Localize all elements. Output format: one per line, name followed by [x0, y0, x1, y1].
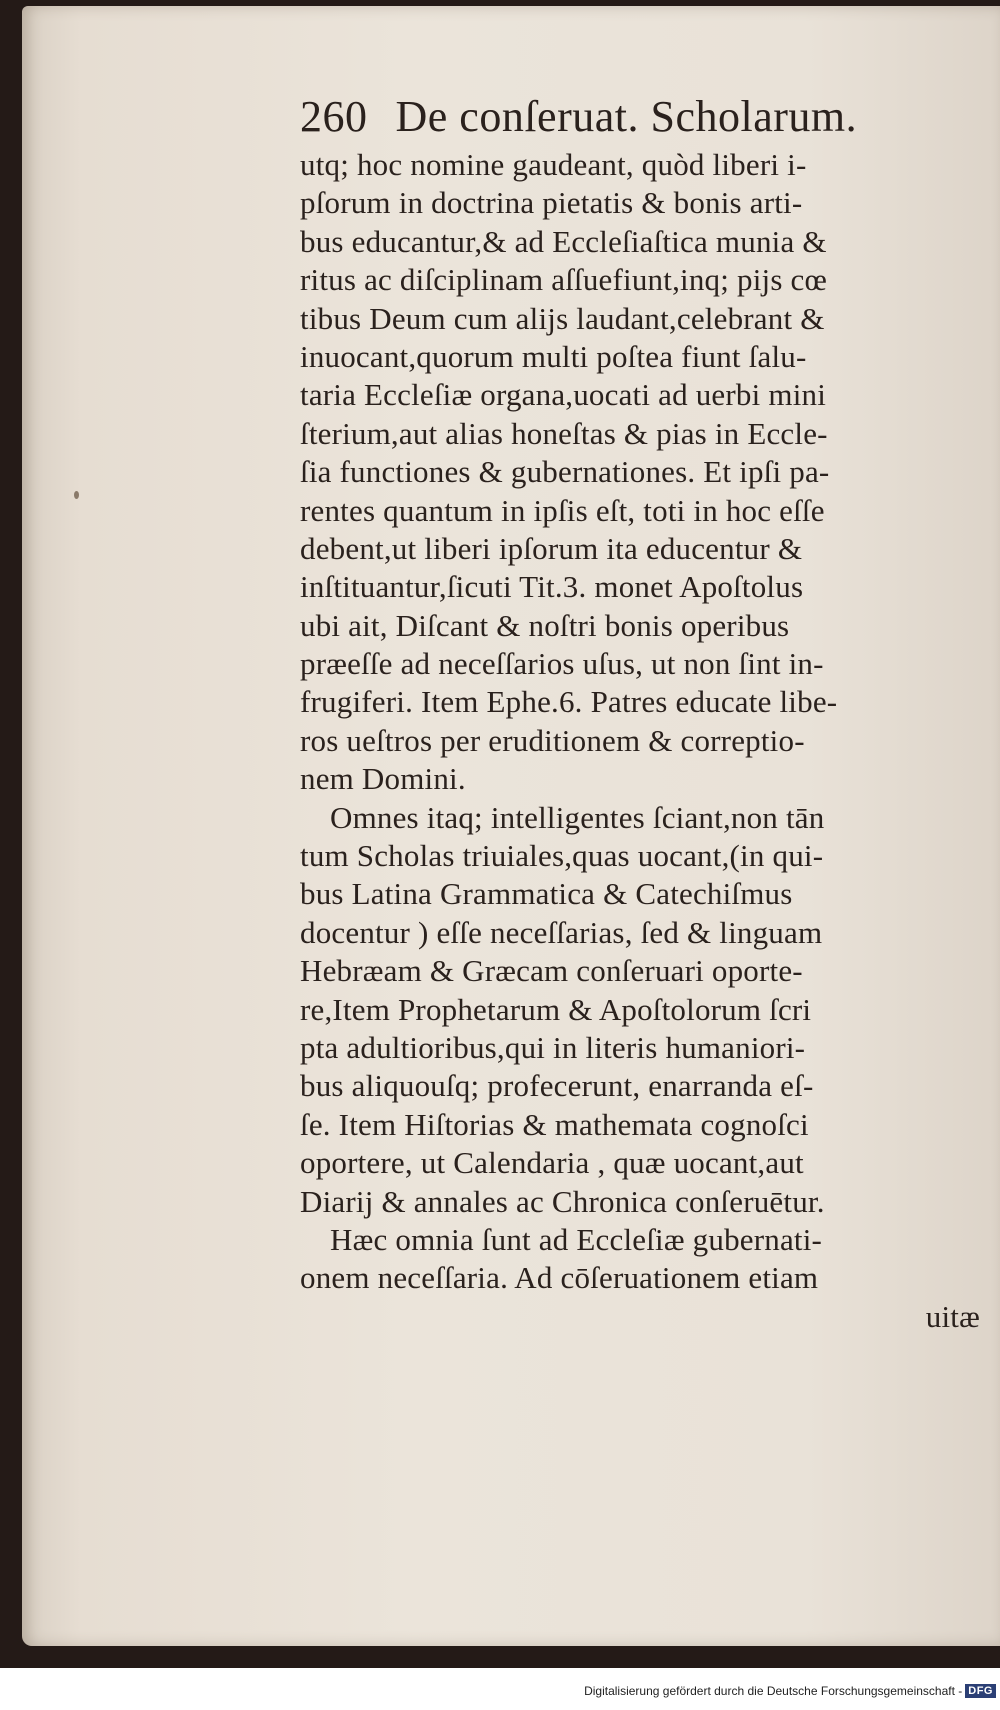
text-line: ritus ac diſciplinam aſſuefiunt,inq; pijs cœ: [300, 262, 828, 298]
text-line: bus aliquouſq; profecerunt, enarranda eſ-: [300, 1068, 814, 1104]
text-line: tibus Deum cum alijs laudant,celebrant &: [300, 300, 825, 336]
text-line: docentur ) eſſe neceſſarias, ſed & linguam: [300, 914, 823, 950]
dfg-logo: DFG: [965, 1684, 996, 1698]
text-line: pſorum in doctrina pietatis & bonis arti-: [300, 185, 803, 221]
text-line: Hebræam & Græcam conſeruari oporte-: [300, 953, 803, 989]
text-line: Diarij & annales ac Chronica conſeruētur.: [300, 1183, 825, 1219]
text-line: inſtituantur,ſicuti Tit.3. monet Apoſtolus: [300, 569, 804, 605]
text-line: pta adultioribus,qui in literis humaniori-: [300, 1029, 806, 1065]
text-line: utq; hoc nomine gaudeant, quòd liberi i-: [300, 147, 807, 182]
text-line: ſe. Item Hiſtorias & mathemata cognoſci: [300, 1106, 809, 1142]
credit-text: Digitalisierung gefördert durch die Deutsche Forschungsgemeinschaft -: [584, 1684, 963, 1698]
text-line: tum Scholas triuiales,quas uocant,(in qui-: [300, 838, 824, 874]
digitization-credit: [584, 1680, 996, 1702]
text-line: ſterium,aut alias honeſtas & pias in Eccle-: [300, 415, 828, 451]
text-line: ros ueſtros per eruditionem & correptio-: [300, 722, 805, 758]
page-text: [300, 88, 980, 1336]
text-line: ſia functiones & gubernationes. Et ipſi pa-: [300, 454, 830, 490]
text-line: debent,ut liberi ipſorum ita educentur &: [300, 530, 803, 566]
text-line: inuocant,quorum multi poſtea fiunt ſalu-: [300, 338, 807, 374]
text-line: rentes quantum in ipſis eſt, toti in hoc eſſe: [300, 492, 825, 528]
text-line: bus educantur,& ad Eccleſiaſtica munia &: [300, 223, 827, 259]
text-line: re,Item Prophetarum & Apoſtolorum ſcri: [300, 991, 812, 1027]
running-header: [300, 88, 980, 146]
text-line: bus Latina Grammatica & Catechiſmus: [300, 876, 793, 912]
text-line: taria Eccleſiæ organa,uocati ad uerbi mini: [300, 377, 827, 413]
page-number: 260: [300, 92, 368, 141]
text-line: onem neceſſaria. Ad cōſeruationem etiam: [300, 1260, 819, 1296]
text-line: nem Domini.: [300, 761, 466, 797]
text-line: Omnes itaq; intelligentes ſciant,non tān: [330, 799, 825, 835]
running-title: De conſeruat. Scholarum.: [395, 92, 858, 141]
text-line: frugiferi. Item Ephe.6. Patres educate libe-: [300, 684, 838, 720]
paper-stain: [74, 491, 79, 499]
text-line: oportere, ut Calendaria , quæ uocant,aut: [300, 1145, 804, 1181]
text-line: Hæc omnia ſunt ad Eccleſiæ gubernati-: [330, 1221, 823, 1257]
text-line: ubi ait, Diſcant & noſtri bonis operibus: [300, 607, 790, 643]
text-line: præeſſe ad neceſſarios uſus, ut non ſint in-: [300, 646, 824, 682]
catchword: uitæ: [925, 1298, 980, 1334]
